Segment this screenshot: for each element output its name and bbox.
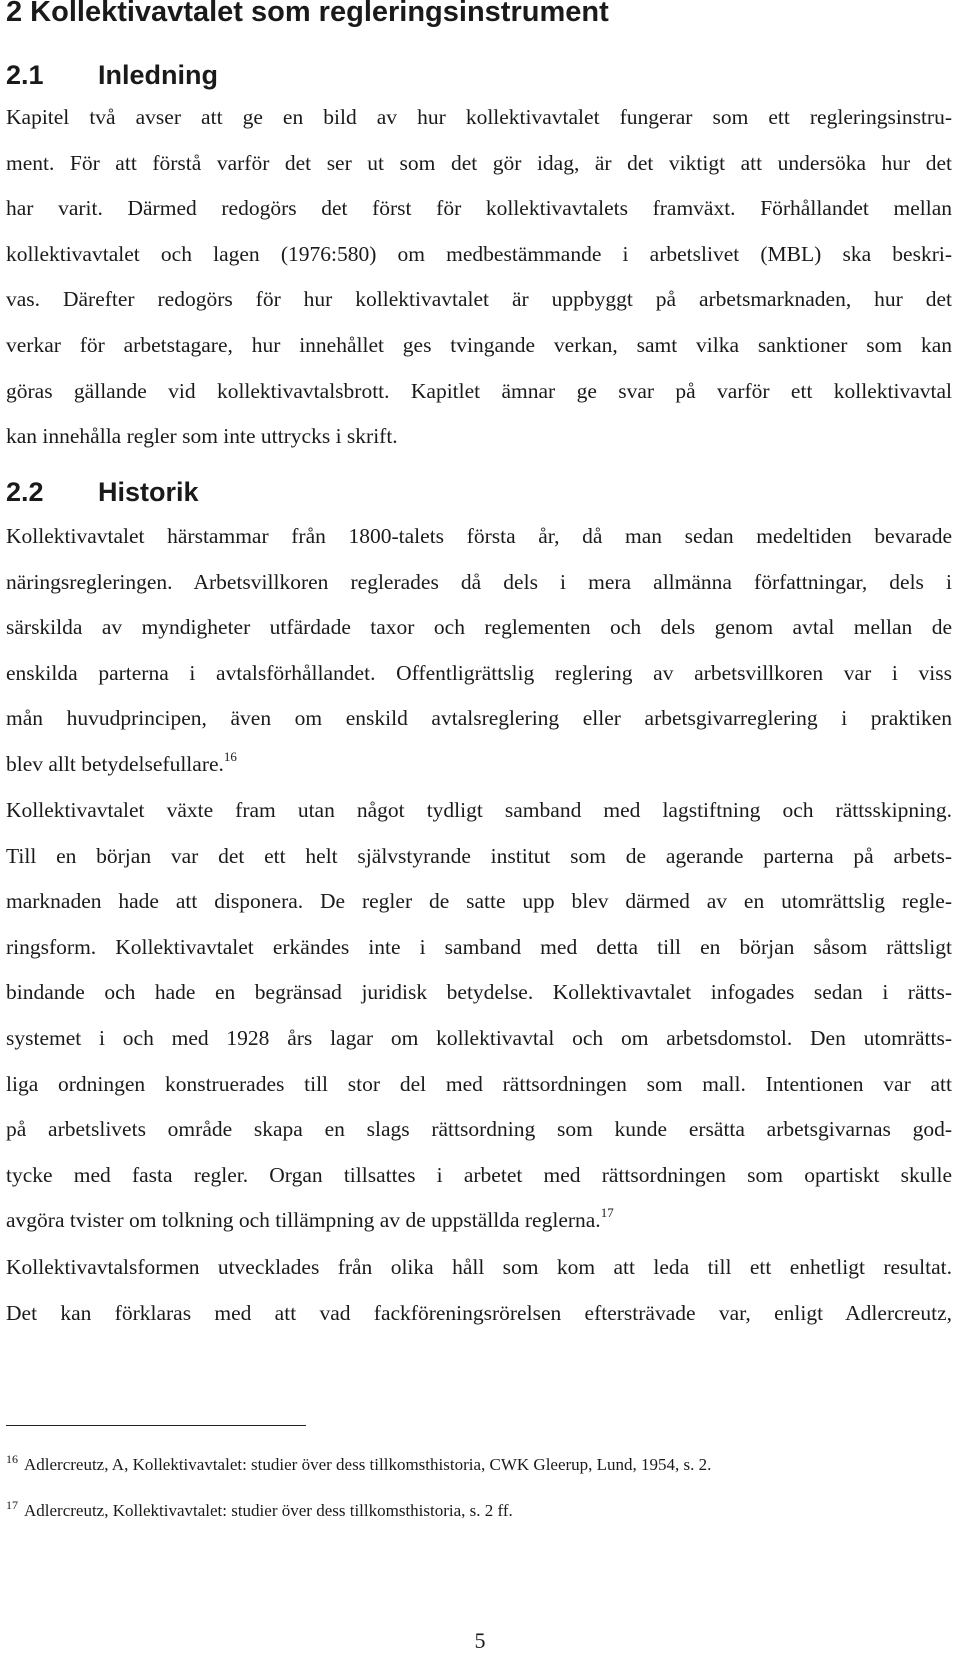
paragraph-historik-2	[6, 788, 952, 1244]
paragraph-historik-3	[6, 1245, 952, 1336]
text-line: har varit. Därmed redogörs det först för kollektivavtalets framväxt. Förhållandet mellan	[6, 196, 952, 221]
section-title: Historik	[98, 477, 199, 507]
page-number: 5	[474, 1628, 486, 1653]
text-line: liga ordningen konstruerades till stor del med rättsordningen som mall. Intentionen var att	[6, 1071, 952, 1096]
footnote-separator	[6, 1425, 306, 1426]
text-line: särskilda av myndigheter utfärdade taxor och reglementen och dels genom avtal mellan de	[6, 615, 952, 640]
text-line: vas. Därefter redogörs för hur kollektivavtalet är uppbyggt på arbetsmarknaden, hur det	[6, 287, 952, 312]
text-line: bindande och hade en begränsad juridisk betydelse. Kollektivavtalet infogades sedan i rätts-	[6, 980, 952, 1005]
text-line: Kollektivavtalet växte fram utan något tydligt samband med lagstiftning och rättsskipning.	[6, 798, 952, 822]
section-title: Inledning	[98, 60, 218, 90]
footnote-17	[6, 1493, 513, 1523]
text-line: marknaden hade att disponera. De regler de satte upp blev därmed av en utomrättslig regle-	[6, 889, 952, 914]
text-line: på arbetslivets område skapa en slags rättsordning som kunde ersätta arbetsgivarnas god-	[6, 1117, 952, 1142]
text-line-content: blev allt betydelsefullare.	[6, 751, 224, 776]
text-line: mån huvudprincipen, även om enskild avtalsreglering eller arbetsgivarreglering i praktiken	[6, 706, 952, 731]
text-line-content: avgöra tvister om tolkning och tillämpning av de uppställda reglerna.	[6, 1208, 601, 1233]
text-line: näringsregleringen. Arbetsvillkoren reglerades då dels i mera allmänna författningar, dels i	[6, 569, 952, 594]
text-line: Det kan förklaras med att vad fackföreningsrörelsen eftersträvade var, enligt Adlercreutz,	[6, 1300, 952, 1325]
text-line: kollektivavtalet och lagen (1976:580) om medbestämmande i arbetslivet (MBL) ska beskri-	[6, 241, 952, 266]
text-line: kan innehålla regler som inte uttrycks i skrift.	[6, 424, 398, 449]
text-line: Kollektivavtalsformen utvecklades från olika håll som kom att leda till ett enhetligt resultat.	[6, 1255, 952, 1279]
chapter-title: 2 Kollektivavtalet som regleringsinstrument	[6, 0, 609, 28]
text-line	[6, 742, 952, 788]
text-line: tycke med fasta regler. Organ tillsattes i arbetet med rättsordningen som opartiskt skulle	[6, 1162, 952, 1187]
text-line: verkar för arbetstagare, hur innehållet ges tvingande verkan, samt vilka sanktioner som kan	[6, 332, 952, 357]
text-line: Kollektivavtalet härstammar från 1800-talets första år, då man sedan medeltiden bevarade	[6, 524, 952, 548]
text-line: ringsform. Kollektivavtalet erkändes inte i samband med detta till en början såsom rättsligt	[6, 934, 952, 959]
text-line: Till en början var det ett helt självstyrande institut som de agerande parterna på arbets-	[6, 843, 952, 868]
text-line: göras gällande vid kollektivavtalsbrott. Kapitlet ämnar ge svar på varför ett kollektivavtal	[6, 378, 952, 403]
text-line: ment. För att förstå varför det ser ut som det gör idag, är det viktigt att undersöka hur det	[6, 150, 952, 175]
footnote-text: Adlercreutz, A, Kollektivavtalet: studier över dess tillkomsthistoria, CWK Gleerup, Lund, 1954, s. 2.	[24, 1455, 712, 1474]
section-number: 2.2	[6, 477, 44, 507]
section-number: 2.1	[6, 60, 44, 90]
footnote-reference[interactable]: 16	[223, 748, 237, 764]
text-line	[6, 1198, 952, 1244]
footnote-number: 16	[6, 1452, 18, 1466]
footnote-reference[interactable]: 17	[600, 1205, 614, 1221]
text-line: systemet i och med 1928 års lagar om kollektivavtal och om arbetsdomstol. Den utomrätts-	[6, 1025, 952, 1050]
text-line: Kapitel två avser att ge en bild av hur kollektivavtalet fungerar som ett regleringsinstru-	[6, 105, 952, 129]
footnote-number: 17	[6, 1498, 18, 1512]
footnote-text: Adlercreutz, Kollektivavtalet: studier över dess tillkomsthistoria, s. 2 ff.	[24, 1501, 513, 1520]
footnote-16	[6, 1447, 711, 1477]
paragraph-historik-1	[6, 514, 952, 788]
section-heading-inledning	[6, 58, 218, 92]
text-line: enskilda parterna i avtalsförhållandet. Offentligrättslig reglering av arbetsvillkoren var i viss	[6, 660, 952, 685]
section-heading-historik	[6, 475, 199, 509]
paragraph-inledning	[6, 95, 952, 460]
